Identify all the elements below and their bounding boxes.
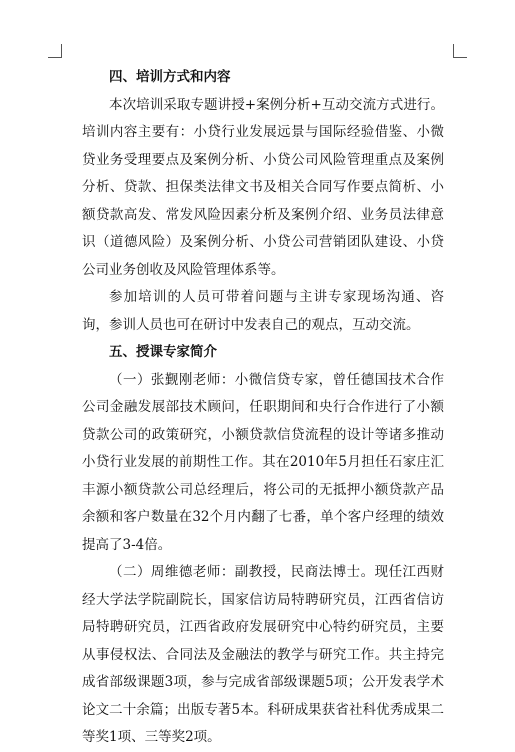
section-5-paragraph-2: （二）周维德老师：副教授，民商法博士。现任江西财经大学法学院副院长，国家信访局特聘研究员，江西省信访局特聘研究员，江西省政府发展研究中心特约研究员，主要从事侵权法、合同法及金融法的教学与研究工作。共主持完成省部级课题3项，参与完成省部级课题5项；公开发表学术论文二十余篇；出版专著5本。科研成果获省社科优秀成果二等奖1项、三等奖2项。 bbox=[82, 564, 444, 745]
section-4-paragraph-2: 参加培训的人员可带着问题与主讲专家现场沟通、咨询，参训人员也可在研讨中发表自己的观点，互动交流。 bbox=[82, 289, 444, 333]
crop-mark-top-left bbox=[48, 44, 62, 58]
section-4-heading: 四、培训方式和内容 bbox=[109, 69, 231, 85]
section-5-paragraph-1: （一）张觐刚老师：小微信贷专家，曾任德国技术合作公司金融发展部技术顾问，任职期间和央行合作进行了小额贷款公司的政策研究，小额贷款信贷流程的设计等诸多推动小贷行业发展的前期性工作。其在2010年5月担任石家庄汇丰源小额贷款公司总经理后，将公司的无抵押小额贷款产品余额和客户数量在32个月内翻了七番，单个客户经理的绩效提高了3-4倍。 bbox=[82, 371, 444, 553]
document-body bbox=[82, 64, 444, 752]
crop-mark-top-right bbox=[453, 44, 467, 58]
section-4-paragraph-1: 本次培训采取专题讲授+案例分析+互动交流方式进行。培训内容主要有：小贷行业发展远景与国际经验借鉴、小微贷业务受理要点及案例分析、小贷公司风险管理重点及案例分析、贷款、担保类法律文书及相关合同写作要点简析、小额贷款高发、常发风险因素分析及案例介绍、业务员法律意识（道德风险）及案例分析、小贷公司营销团队建设、小贷公司业务创收及风险管理体系等。 bbox=[82, 96, 444, 278]
section-5-heading: 五、授课专家简介 bbox=[109, 344, 217, 360]
